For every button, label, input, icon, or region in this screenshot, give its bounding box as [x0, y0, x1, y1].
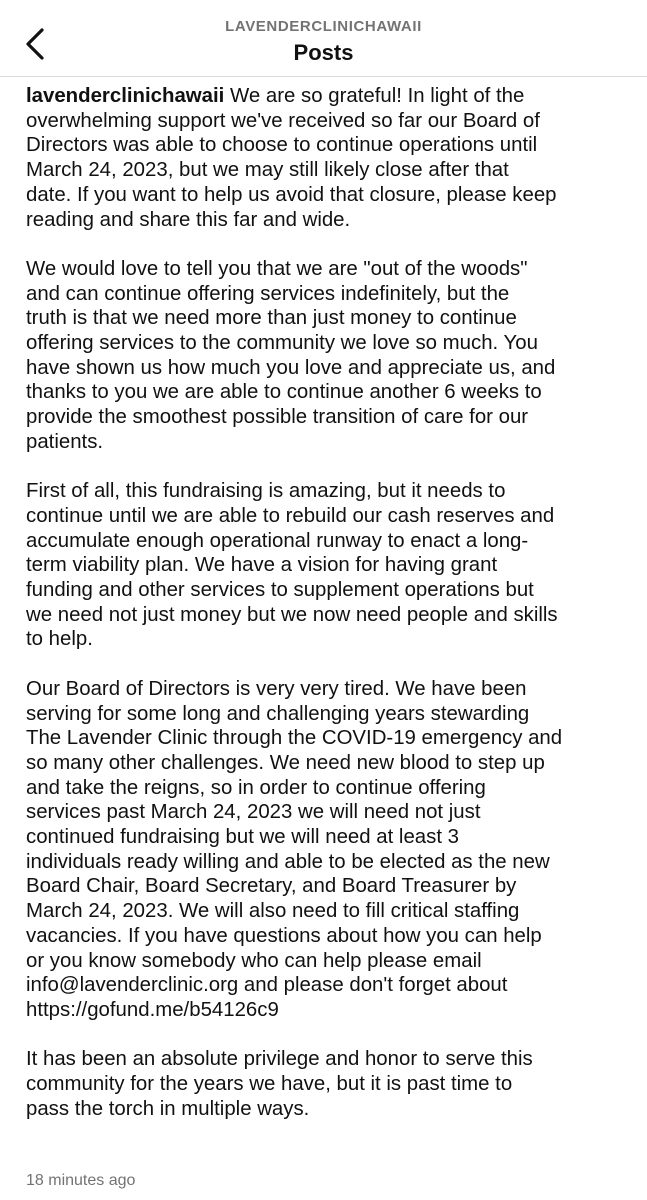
caption-paragraph-text: We are so grateful! In light of the overwhelming support we've received so far our Board of Directors was able to choose to continue operations until March 24, 2023, but we may still likely close after that date. If you want to help us avoid that closure, please keep reading and share this far and wide.	[26, 85, 557, 231]
caption-paragraph: It has been an absolute privilege and honor to serve this community for the years we have, but it is past time to pass the torch in multiple ways.	[26, 1048, 533, 1120]
post-caption	[26, 84, 629, 1121]
caption-username[interactable]: lavenderclinichawaii	[26, 85, 225, 107]
top-navigation-bar	[0, 0, 647, 77]
header-account-name: LAVENDERCLINICHAWAII	[225, 18, 422, 35]
caption-paragraph: Our Board of Directors is very very tired. We have been serving for some long and challenging years stewarding The Lavender Clinic through the COVID-19 emergency and so many other challenges. We need new blood to step up and take the reigns, so in order to continue offering services past March 24, 2023 we will need not just continued fundraising but we will need at least 3 individuals ready willing and able to be elected as the new Board Chair, Board Secretary, and Board Treasurer by March 24, 2023. We will also need to fill critical staffing vacancies. If you have questions about how you can help or you know somebody who can help please email info@lavenderclinic.org and please don't forget about https://gofund.me/b54126c9	[26, 677, 563, 1021]
caption-paragraph	[26, 84, 629, 232]
caption-paragraph: We would love to tell you that we are "out of the woods" and can continue offering services indefinitely, but the truth is that we need more than just money to continue offering services to the community we love so much. You have shown us how much you love and appreciate us, and thanks to you we are able to continue another 6 weeks to provide the smoothest possible transition of care for our patients.	[26, 257, 556, 453]
post-timestamp: 18 minutes ago	[26, 1172, 136, 1189]
caption-paragraph: First of all, this fundraising is amazing, but it needs to continue until we are able to rebuild our cash reserves and accumulate enough operational runway to enact a long- term viability plan. We have a vision for having grant funding and other services to supplement operations but we need not just money but we now need people and skills to help.	[26, 480, 558, 651]
page-title: Posts	[293, 40, 354, 65]
